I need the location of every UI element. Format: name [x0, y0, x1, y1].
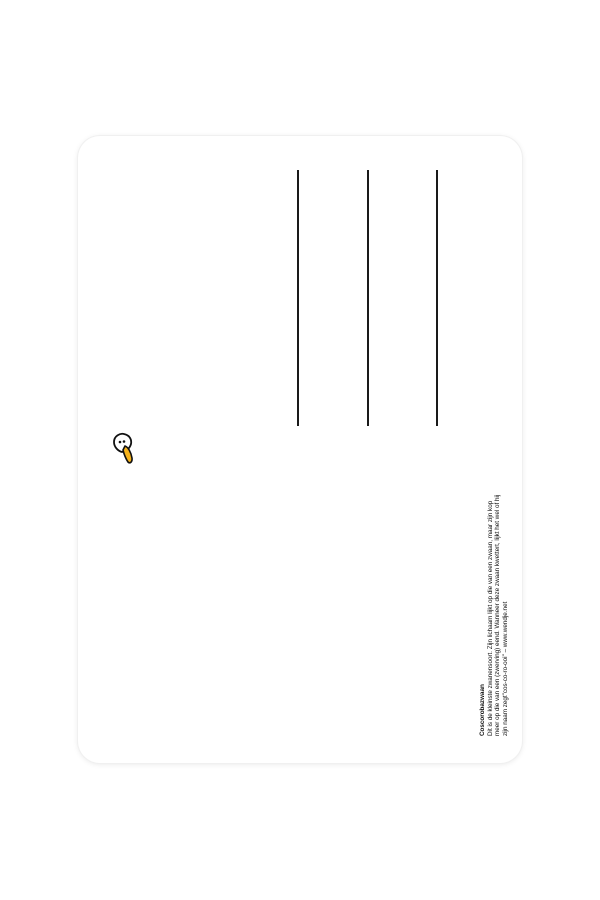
- caption: [479, 486, 509, 736]
- address-line: [367, 170, 369, 426]
- postcard-back: [78, 136, 522, 763]
- address-line: [297, 170, 299, 426]
- caption-body: Dit is de kleinste zwanensoort. Zijn lichaam lijkt op die van een zwaan, maar zijn kop meer op die van een (zwerving) eend. Wanneer deze zwaan kwettert, lijkt het wel of hij zijn naam zegt"cos-co-ro-ooi" – www.wendje.net: [486, 494, 509, 736]
- address-line: [436, 170, 438, 426]
- caption-title: Coscorobazwaan: [479, 684, 486, 736]
- swan-head-icon: [110, 432, 138, 468]
